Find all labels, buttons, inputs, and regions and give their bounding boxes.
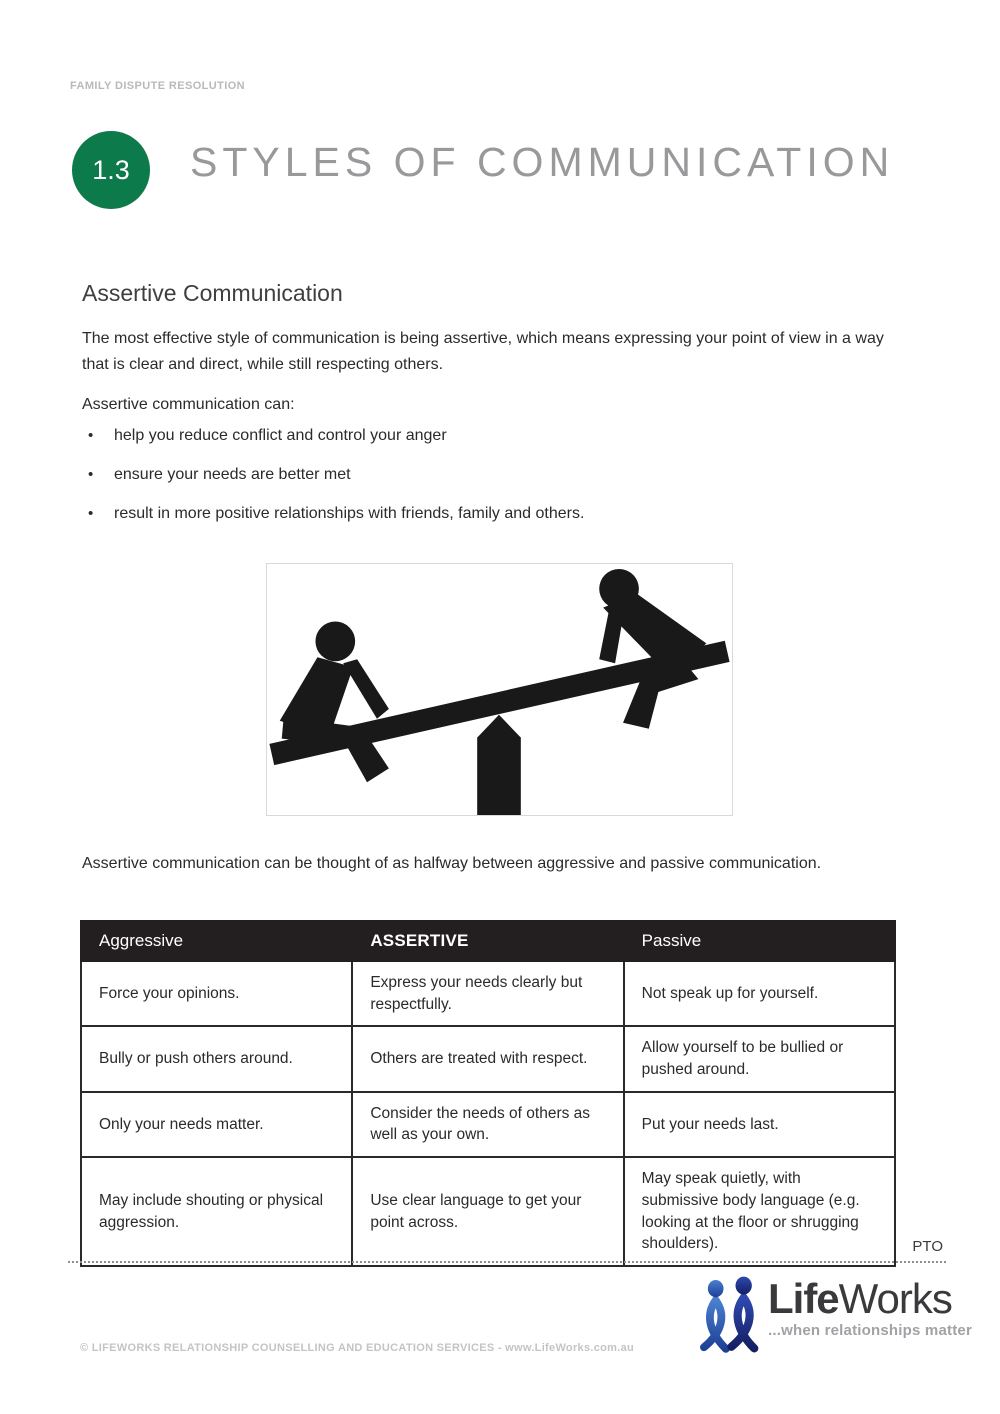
- table-row: [81, 1157, 895, 1266]
- logo-word-life: Life: [768, 1275, 839, 1322]
- pto-label: PTO: [912, 1238, 943, 1255]
- table-cell: Force your opinions.: [81, 961, 352, 1026]
- copyright-text: © LIFEWORKS RELATIONSHIP COUNSELLING AND EDUCATION SERVICES - www.LifeWorks.com.au: [80, 1342, 635, 1354]
- section-badge: [72, 131, 150, 209]
- section-number: 1.3: [92, 154, 130, 185]
- bullet-item: • result in more positive relationships with friends, family and others.: [88, 504, 808, 525]
- table-row: [81, 1092, 895, 1157]
- table-cell: May include shouting or physical aggression.: [81, 1157, 352, 1266]
- table-cell: Allow yourself to be bullied or pushed around.: [624, 1026, 895, 1091]
- table-row: [81, 1026, 895, 1091]
- table-cell: Not speak up for yourself.: [624, 961, 895, 1026]
- table-cell: Bully or push others around.: [81, 1026, 352, 1091]
- table-cell: Only your needs matter.: [81, 1092, 352, 1157]
- logo-word-works: Works: [838, 1275, 952, 1322]
- column-header-assertive: ASSERTIVE: [352, 921, 623, 961]
- table-cell: Put your needs last.: [624, 1092, 895, 1157]
- bullet-item: • ensure your needs are better met: [88, 465, 808, 486]
- column-header-passive: Passive: [624, 921, 895, 961]
- document-header-label: FAMILY DISPUTE RESOLUTION: [70, 80, 246, 92]
- page-divider: [68, 1261, 946, 1263]
- content-heading: Assertive Communication: [82, 280, 343, 306]
- table-header-row: [81, 921, 895, 961]
- table-cell: Consider the needs of others as well as your own.: [352, 1092, 623, 1157]
- seesaw-illustration-icon: [267, 564, 732, 815]
- table-row: [81, 961, 895, 1026]
- logo-wordmark: [768, 1275, 972, 1339]
- summary-paragraph: Assertive communication can be thought of as halfway between aggressive and passive communication.: [82, 855, 822, 872]
- logo-people-icon: [696, 1272, 764, 1356]
- list-intro: Assertive communication can:: [82, 396, 295, 413]
- logo-tagline: ...when relationships matter: [768, 1322, 972, 1339]
- communication-styles-table: [80, 920, 896, 1267]
- bullet-item: • help you reduce conflict and control your anger: [88, 426, 808, 447]
- table-cell: Others are treated with respect.: [352, 1026, 623, 1091]
- table-cell: Use clear language to get your point across.: [352, 1157, 623, 1266]
- bullet-list: [88, 426, 808, 542]
- column-header-aggressive: Aggressive: [81, 921, 352, 961]
- intro-paragraph: The most effective style of communication is being assertive, which means expressing your point of view in a way that is clear and direct, while still respecting others.: [82, 330, 884, 373]
- lifeworks-logo: [696, 1272, 972, 1356]
- table-cell: May speak quietly, with submissive body language (e.g. looking at the floor or shrugging shoulders).: [624, 1157, 895, 1266]
- table-cell: Express your needs clearly but respectfully.: [352, 961, 623, 1026]
- page-title: STYLES OF COMMUNICATION: [190, 139, 895, 185]
- seesaw-image: [266, 563, 733, 816]
